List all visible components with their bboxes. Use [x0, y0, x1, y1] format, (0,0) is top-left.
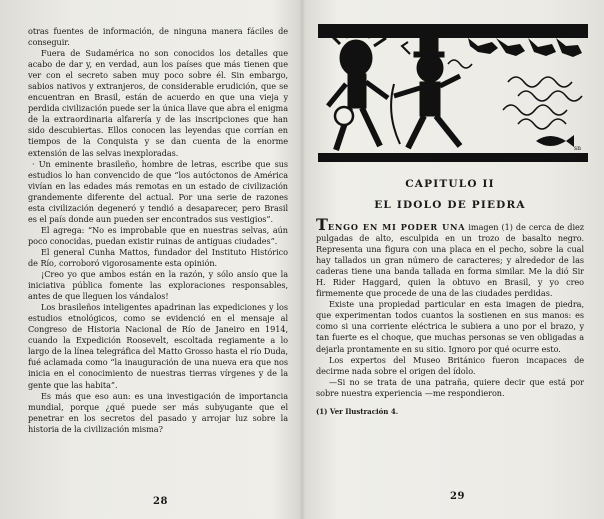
right-paragraph-3: Los expertos del Museo Británico fueron incapaces de decirme nada sobre el origen del ídolo.	[316, 354, 584, 376]
right-page	[304, 0, 604, 519]
footnote: (1) Ver Ilustración 4.	[316, 406, 399, 416]
left-page-number: 28	[153, 496, 168, 507]
chapter-title: EL IDOLO DE PIEDRA	[374, 199, 526, 211]
left-paragraph-3: · Un eminente brasileño, hombre de letras, escribe que sus estudios lo han convencido de que “los autóctonos de América vivían en las edades más remotas en un estado de civilización grandemente diferente del actual. Por una serie de razones esta civilización degeneró y tendió a desaparecer, pero Brasil es el país donde aun pueden ser encontrados sus vestigios”.	[28, 158, 288, 224]
pre-columbian-warriors-illustration	[318, 24, 588, 162]
opening-small-caps: ENGO EN MI PODER UNA	[327, 222, 466, 232]
left-paragraph-1: otras fuentes de información, de ninguna manera fáciles de conseguir.	[28, 26, 288, 48]
drop-cap: T	[316, 215, 328, 234]
right-paragraph-2: Existe una propiedad particular en esta imagen de piedra, que experimentan todos cuantos la sostienen en sus manos: es como si una corriente eléctrica le subiera a uno por el brazo, y tan fuerte es el choque, que muchas personas se ven obligadas a dejarla prontamente en su sitio. Ignoro por qué ocurre esto.	[316, 299, 584, 354]
right-page-number: 29	[450, 491, 465, 502]
left-paragraph-7: Los brasileños inteligentes apadrinan las expediciones y los estudios etnológicos, como se evidenció en el mensaje al Congreso de Historia Nacional de Río de Janeiro en 1914, cuando la Expedición Roosevelt, escoltada regiamente a lo largo de la línea telegráfica del Matto Grosso hasta el río Duda, fué aclamada como “la inauguración de una nueva era que nos inicia en el conocimiento de nuestras tierras vírgenes y de la gente que las habita”.	[28, 302, 288, 390]
left-paragraph-4: El agrega: “No es improbable que en nuestras selvas, aún poco conocidas, puedan existir ruinas de antiguas ciudades”.	[28, 224, 288, 246]
chapter-label: CAPITULO II	[405, 178, 495, 190]
left-page	[0, 0, 300, 519]
left-paragraph-2: Fuera de Sudamérica no son conocidos los detalles que acabo de dar y, en verdad, aun los países que más tienen que ver con el secreto saben muy poco sobre él. Sin embargo, sabios nativos y extranjeros, de considerable erudición, que se encuentran en Brasil, están de acuerdo en que una vieja y perdida civilización puede ser la única llave que abra el enigma de la extraordinaria alfarería y de las inscripciones que han sido descubiertas. Ellos conocen las leyendas que corrían en tiempos de la Conquista y se dan cuenta de la enorme extensión de las selvas inexploradas.	[28, 48, 288, 158]
illustration-signature: sn	[574, 145, 581, 152]
right-paragraph-1	[316, 215, 584, 299]
left-paragraph-6: ¡Creo yo que ambos están en la razón, y sólo ansío que la iniciativa pública fomente las exploraciones responsables, antes de que lleguen los vándalos!	[28, 269, 288, 302]
right-paragraph-1-text: imagen (1) de cerca de diez pulgadas de alto, esculpida en un trozo de basalto negro. Representa una figura con una placa en el pecho, sobre la cual hay tallados un gran número de caracteres; y alrededor de las caderas tiene una banda tallada en forma similar. Me la dió Sir H. Rider Haggard, quien la obtuvo en Brasil, y yo creo firmemente que procede de una de las ciudades perdidas.	[316, 222, 584, 299]
right-paragraph-4: —Si no se trata de una patraña, quiere decir que está por sobre nuestra experiencia —me respondieron.	[316, 376, 584, 398]
left-paragraph-5: El general Cunha Mattos, fundador del Instituto Histórico de Río, corroboró vigorosamente esta opinión.	[28, 246, 288, 268]
left-paragraph-8: Es más que eso aun: es una investigación de importancia mundial, porque ¿qué puede ser más subyugante que el penetrar en los secretos del pasado y arrojar luz sobre la historia de la civilización misma?	[28, 390, 288, 434]
